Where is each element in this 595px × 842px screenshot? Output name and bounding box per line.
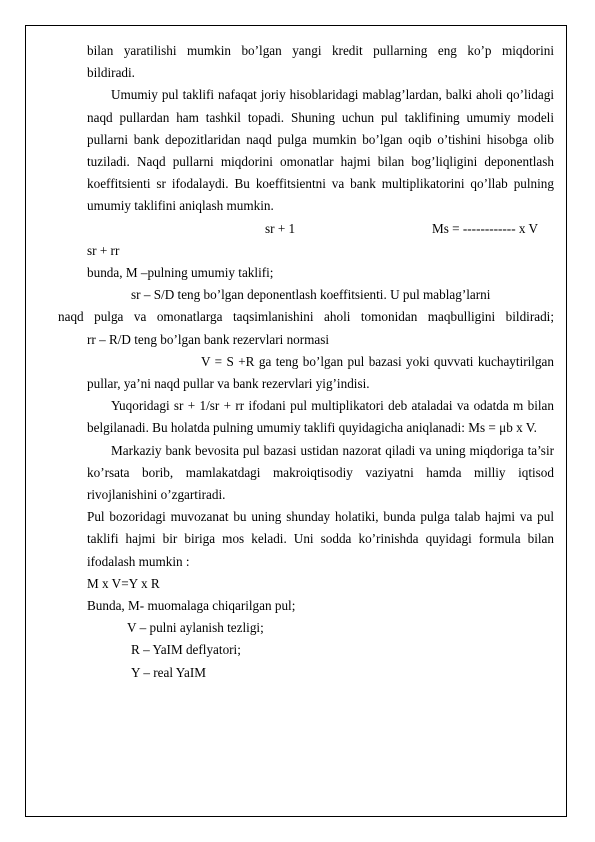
list-item: V – pulni aylanish tezligi; xyxy=(127,620,264,636)
text-line: bilan yaratilishi mumkin bo’lgan yangi kredit pullarning eng ko’p miqdorini xyxy=(87,43,554,58)
document-body xyxy=(58,40,554,684)
paragraph: Pul bozoridagi muvozanat bu uning shunday holatiki, bunda pulga talab hajmi va pul taklifi hajmi bir biriga mos keladi. Uni sodda ko’rinishda quyidagi formula bilan ifodalash mumkin : xyxy=(87,509,554,569)
equation: M x V=Y x R xyxy=(87,575,160,591)
text-line: pullar, ya’ni naqd pullar va bank rezervlari yig’indisi. xyxy=(87,376,370,392)
paragraph: Yuqoridagi sr + 1/sr + rr ifodani pul multiplikatori deb ataladai va odatda m bilan belgilanadi. Bu holatda pulning umumiy taklifi quyidagicha aniqlanadi: Ms = μb x V. xyxy=(87,398,554,436)
list-item: Y – real YaIM xyxy=(131,664,206,680)
text-line: Bunda, M- muomalaga chiqarilgan pul; xyxy=(87,598,296,614)
text-line: V = S +R ga teng bo’lgan pul bazasi yoki quvvati kuchaytirilgan xyxy=(201,353,554,369)
formula-numerator: sr + 1 xyxy=(265,220,296,236)
paragraph: Umumiy pul taklifi nafaqat joriy hisoblaridagi mablag’lardan, balki aholi qo’lidagi naqd pullardan ham tashkil topadi. Shuning uchun pul taklifining umumiy modeli pullarni bank depozitlaridan naqd pulga mumkin bo’lgan oqib o’tishini hisobga olib tuziladi. Naqd pullarni miqdorini omonatlar hajmi bilan bog’liqligini deponentlash koeffitsienti sr ifodalaydi. Bu koeffitsientni va bank multiplikatorini qo’llab pulning umumiy taklifini aniqlash mumkin. xyxy=(87,87,554,214)
text-line: bunda, M –pulning umumiy taklifi; xyxy=(87,265,274,281)
formula-denominator: sr + rr xyxy=(87,242,120,258)
text-line: bildiradi. xyxy=(87,65,135,81)
text-line: rr – R/D teng bo’lgan bank rezervlari normasi xyxy=(87,331,330,347)
list-item: R – YaIM deflyatori; xyxy=(131,642,241,658)
text-line: sr – S/D teng bo’lgan deponentlash koeffitsienti. U pul mablag’larni xyxy=(131,287,491,303)
formula-row xyxy=(87,218,554,240)
paragraph: Markaziy bank bevosita pul bazasi ustidan nazorat qiladi va uning miqdoriga ta’sir ko’rsata borib, mamlakatdagi makroiqtisodiy vaziyatni hamda milliy iqtisod rivojlanishini o’zgartiradi. xyxy=(87,442,554,503)
text-line: naqd pulga va omonatlarga taqsimlanishini aholi tomonidan maqbulligini bildiradi; xyxy=(58,309,554,325)
formula-ms: Ms = ------------ x V xyxy=(432,220,539,236)
